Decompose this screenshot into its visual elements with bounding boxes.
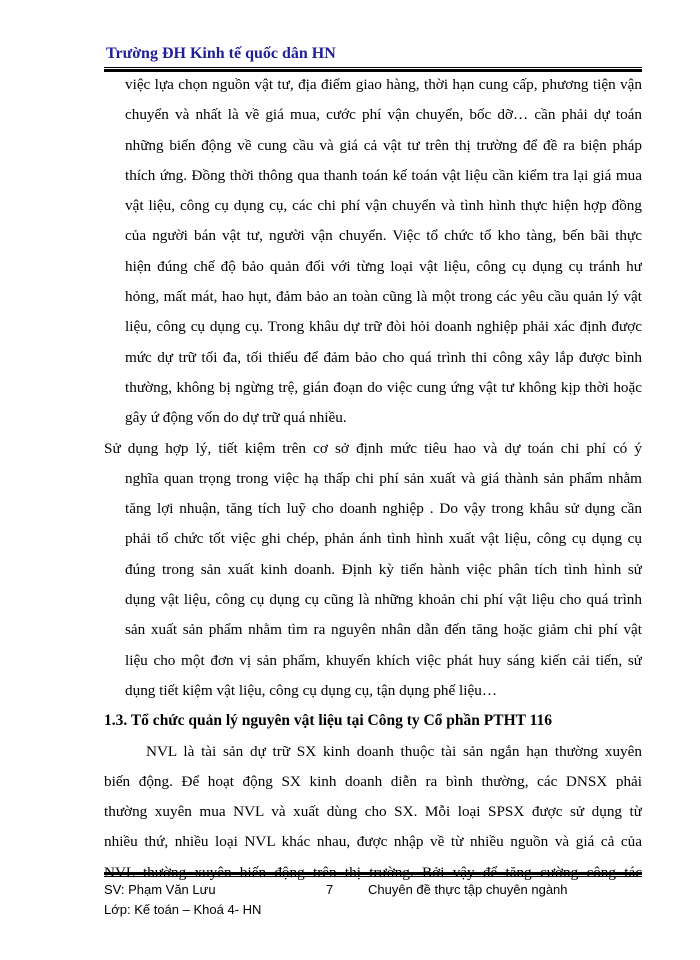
page-header (104, 44, 642, 72)
page-body (104, 70, 642, 888)
section-heading: 1.3. Tổ chức quản lý nguyên vật liệu tại Công ty Cổ phần PTHT 116 (104, 712, 552, 730)
footer-page-number: 7 (326, 882, 334, 897)
body-line: thường xuyên mua NVL và xuất dùng cho SX. Mỗi loại SPSX được sử dụng từ (104, 803, 642, 821)
body-line: phải tổ chức tốt việc ghi chép, phản ánh tình hình xuất vật liệu, công cụ dụng cụ (125, 530, 642, 548)
body-line: biến động. Để hoạt động SX kinh doanh diễn ra bình thường, các DNSX phải (104, 772, 642, 790)
body-line: liệu cho một đơn vị sản phẩm, khuyến khích việc phát huy sáng kiến cải tiến, sử (125, 651, 642, 669)
body-line: gây ứ động vốn do dự trữ quá nhiều. (125, 409, 347, 427)
body-line: dụng tiết kiệm vật liệu, công cụ dụng cụ, tận dụng phế liệu… (125, 681, 498, 699)
body-line: tăng lợi nhuận, tăng tích luỹ cho doanh nghiệp . Do vậy trong khâu sử dụng cần (125, 500, 642, 518)
body-line: thường, không bị ngừng trệ, gián đoạn do việc cung ứng vật tư không kịp thời hoặc (125, 378, 642, 396)
footer-row (104, 880, 642, 900)
body-line: sản xuất sản phẩm nhằm tìm ra nguyên nhân dẫn đến tăng hoặc giảm chi phí vật (125, 621, 642, 639)
body-line: nhiều thứ, nhiều loại NVL khác nhau, được nhập về từ nhiều nguồn và giá cả của (104, 833, 642, 851)
footer-rule-thick (104, 872, 642, 875)
body-line: liệu, công cụ dụng cụ. Trong khâu dự trữ đòi hỏi doanh nghiệp phải xác định được (125, 318, 642, 336)
body-line: dụng vật liệu, công cụ dụng cụ cũng là những khoản chi phí vật liệu cho quá trình (125, 591, 642, 609)
body-line: những biến động về cung cầu và giá cả vật tư trên thị trường để đề ra biện pháp (125, 136, 642, 154)
body-line: hỏng, mất mát, hao hụt, đảm bảo an toàn cũng là một trong các yêu cầu quản lý vật (125, 288, 642, 306)
header-rule-thin (104, 67, 642, 68)
body-line: của người bán vật tư, người vận chuyển. Việc tổ chức tổ kho tàng, bến bãi thực (125, 227, 642, 245)
body-line: vật liệu, công cụ dụng cụ, các chi phí vận chuyển và tình hình thực hiện hợp đồng (125, 197, 642, 215)
body-line: nghĩa quan trọng trong việc hạ thấp chi phí sản xuất và giá thành sản phẩm nhằm (125, 469, 642, 487)
body-line: mức dự trữ tối đa, tối thiểu để đảm bảo cho quá trình thi công xây lắp được bình (125, 348, 642, 366)
body-line: thích ứng. Đồng thời thông qua thanh toán kế toán vật liệu cần kiểm tra lại giá mua (125, 166, 642, 184)
footer-class: Lớp: Kế toán – Khoá 4- HN (104, 902, 262, 917)
body-line: chuyển và nhất là về giá mua, cước phí vận chuyển, bốc dỡ… cần phải dự toán (125, 106, 642, 124)
page-footer (104, 872, 642, 920)
body-line: Sử dụng hợp lý, tiết kiệm trên cơ sở định mức tiêu hao và dự toán chi phí có ý (104, 439, 642, 457)
body-line: đúng trong sản xuất kinh doanh. Định kỳ tiến hành việc phân tích tình hình sử (125, 560, 642, 578)
footer-student: SV: Phạm Văn Lưu (104, 882, 216, 897)
body-line: NVL là tài sản dự trữ SX kinh doanh thuộc tài sản ngắn hạn thường xuyên (146, 742, 642, 760)
body-line: hiện đúng chế độ bảo quản đối với từng loại vật liệu, công cụ dụng cụ tránh hư (125, 257, 642, 275)
footer-report-title: Chuyên đề thực tập chuyên ngành (368, 882, 568, 897)
footer-rule-thin (104, 876, 642, 877)
body-line: việc lựa chọn nguồn vật tư, địa điểm giao hàng, thời hạn cung cấp, phương tiện vận (125, 76, 642, 93)
header-title: Trường ĐH Kinh tế quốc dân HN (106, 45, 336, 62)
